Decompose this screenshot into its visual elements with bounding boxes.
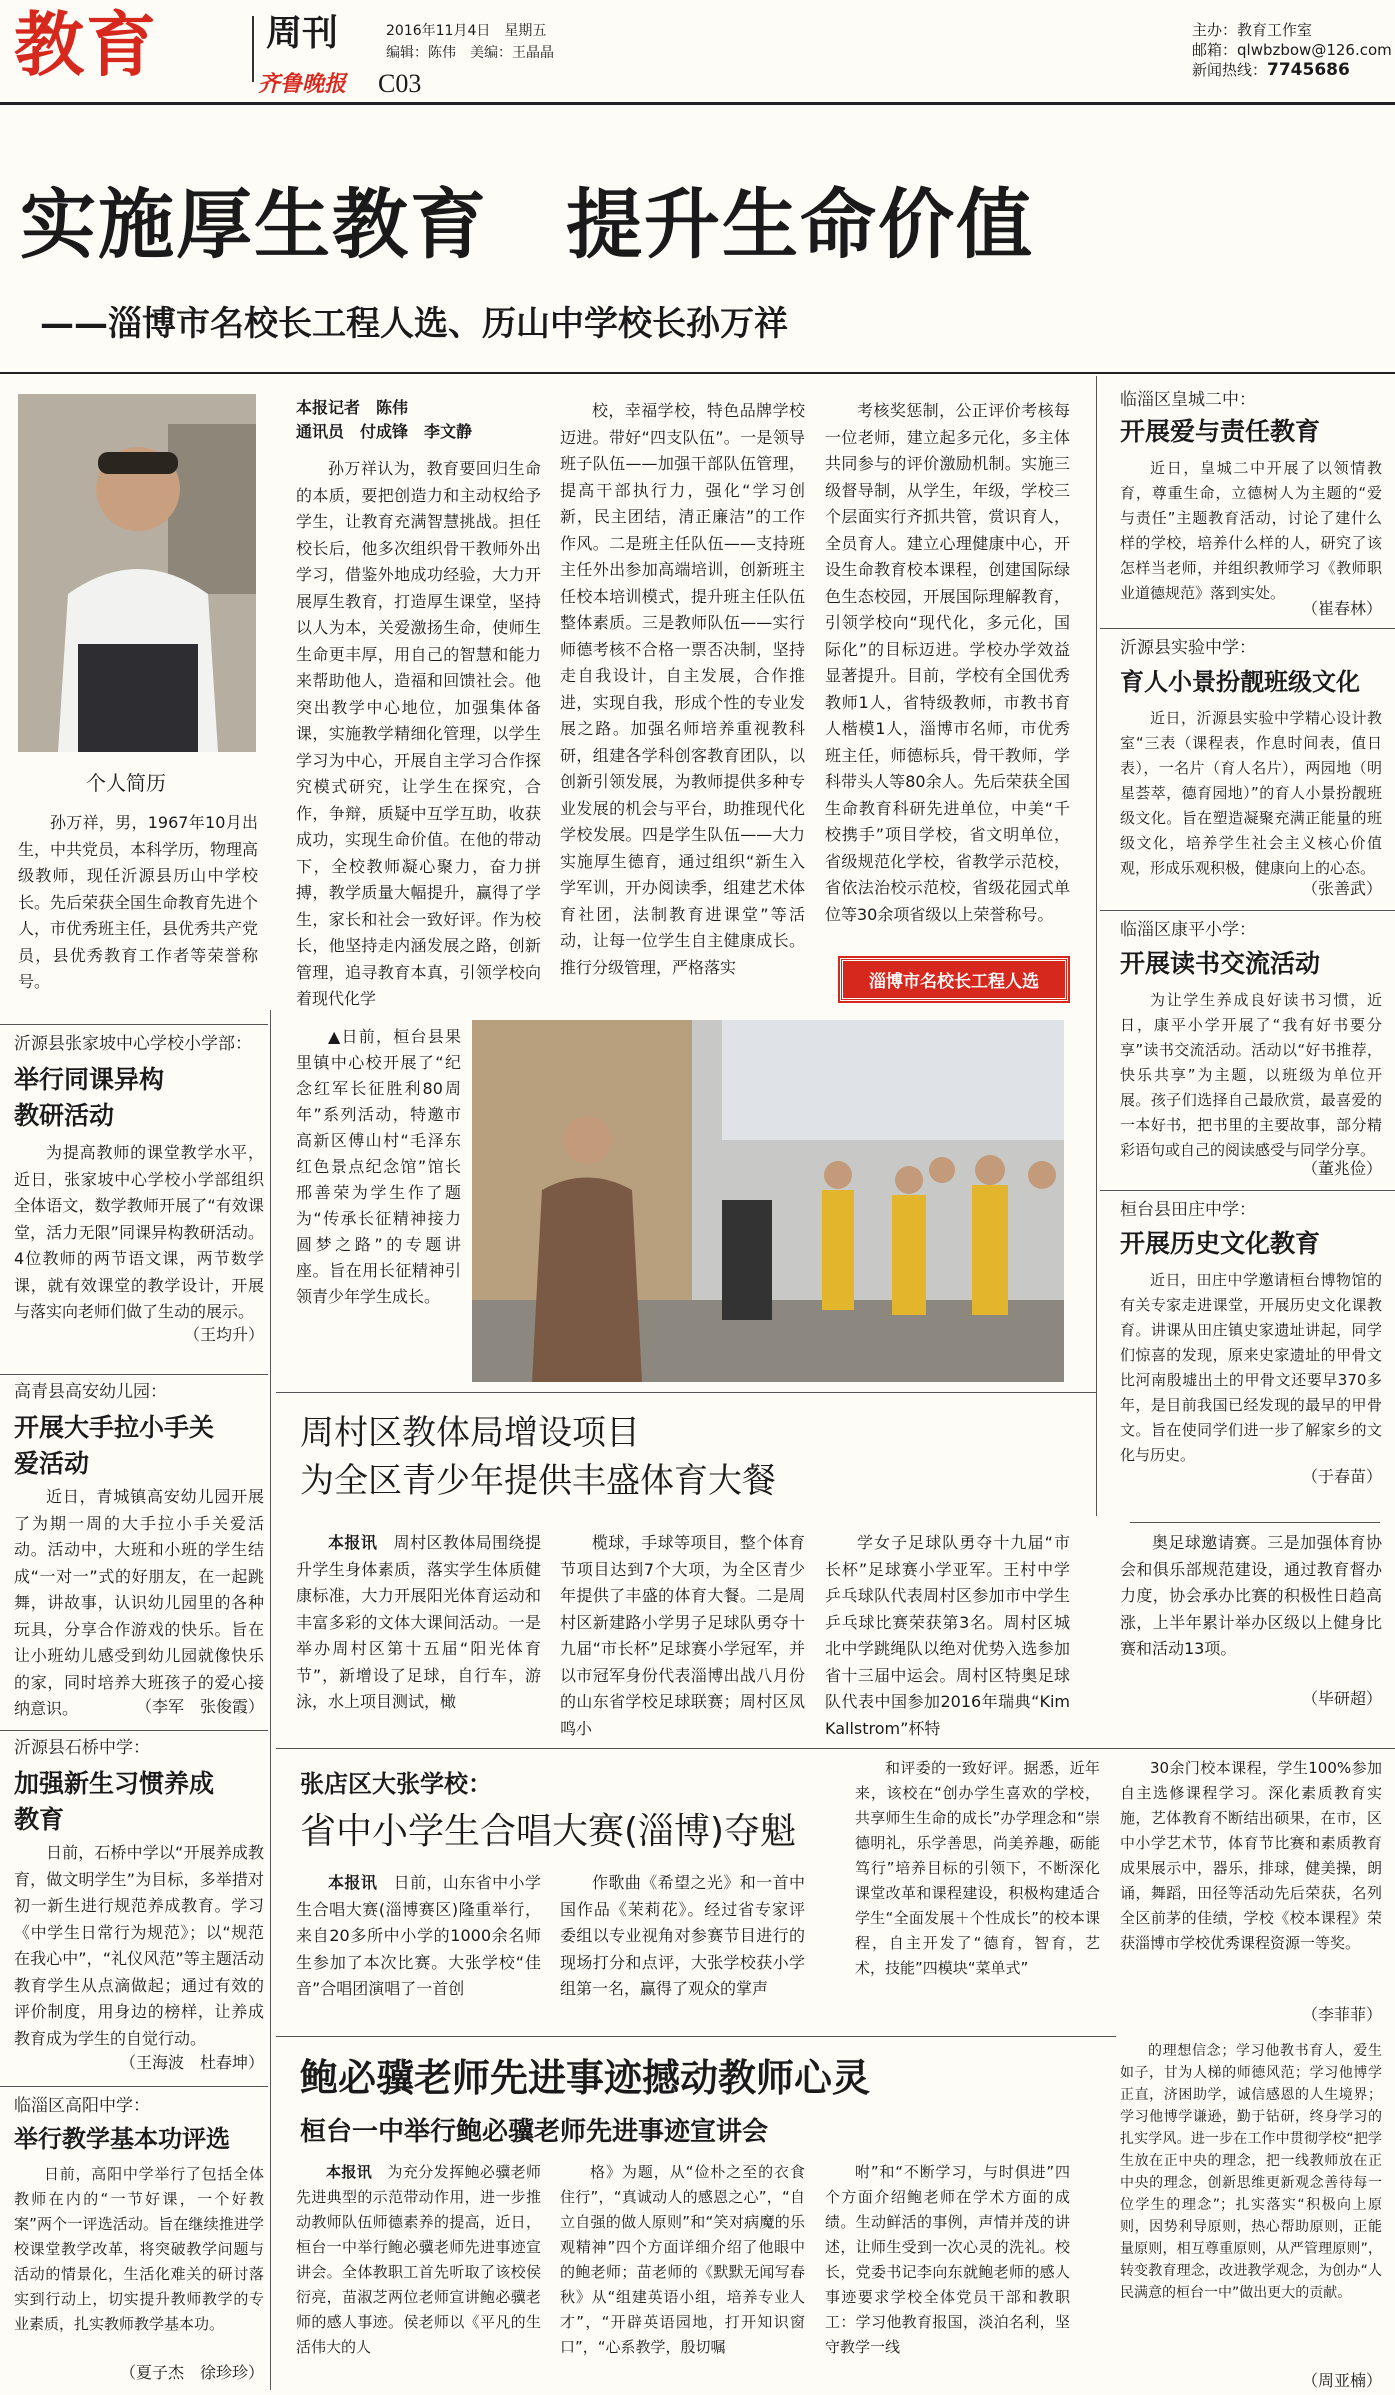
hotline-line (1192, 60, 1350, 80)
story3-col-1 (296, 1870, 541, 2003)
story2-col-2: 榄球，手球等项目，整个体育节项目达到7个大项，为全区青少年提供了丰盛的体育大餐。二是周村区新建路小学男子足球队勇夺十九届“市长杯”足球赛小学冠军，并以市冠军身份代表淄博出战八月份的山东省学校足球联赛；周村区凤鸣小 (560, 1533, 805, 1738)
right-item-3-byline: （董兆俭） (1301, 1159, 1382, 1178)
lead-rule (0, 372, 1395, 374)
right-item-1-header: 临淄区皇城二中： (1120, 390, 1256, 410)
left-item-1-header: 沂源县张家坡中心学校小学部： (14, 1034, 252, 1054)
story2-byline: （毕研超） (1301, 1689, 1382, 1708)
story3-byline: （李菲菲） (1301, 2005, 1382, 2024)
left-item-1-byline: （王均升） (183, 1325, 264, 1344)
lead-byline-correspondent: 通讯员 付成锋 李文静 (296, 422, 473, 441)
bio-text: 孙万祥，男，1967年10月出生，中共党员，本科学历，物理高级教师，现任沂源县历山中学校长。先后荣获全国生命教育先进个人，市优秀班主任，县优秀共产党员，县优秀教育工作者等荣誉称号。 (18, 813, 259, 991)
left-item-2-body: 近日，青城镇高安幼儿园开展了为期一周的大手拉小手关爱活动。活动中，大班和小班的学生结成“一对一”式的好朋友，在一起跳舞，讲故事，认识幼儿园里的各种玩具，分享合作游戏的快乐。旨在让小班幼儿感受到幼儿园就像快乐的家，同时培养大班孩子的爱心接纳意识。 (14, 1487, 264, 1718)
story2-lead: 本报讯 (328, 1533, 378, 1552)
right-item-4-body: 近日，田庄中学邀请桓台博物馆的有关专家走进课堂，开展历史文化课教育。讲课从田庄镇史家遗址讲起，同学们惊喜的发现，原来史家遗址的甲骨文比河南殷墟出土的甲骨文还要早370多年，是目前我国已经发现的最早的甲骨文。旨在使同学们进一步了解家乡的文化与历史。 (1120, 1271, 1382, 1464)
masthead-divider (252, 16, 254, 82)
story3-rule (276, 1748, 1395, 1749)
lead-col-3: 考核奖惩制，公正评价考核每一位老师，建立起多元化，多主体共同参与的评价激励机制。实施三级督导制，从学生，年级，学校三个层面实行齐抓共管，赏识育人，全员育人。建立心理健康中心，开设生命教育校本课程，创建国际绿色生态校园，开展国际理解教育，引领学校向“现代化，多元化，国际化”的目标迈进。学校办学效益显著提升。目前，学校有全国优秀教师1人，省特级教师，市教书育人楷模1人，淄博市名师，市优秀班主任，师德标兵，骨干教师，学科带头人等80余人。先后荣获全国生命教育科研先进单位，中美“千校携手”项目学校，省文明单位，省级规范化学校，省教学示范校，省依法治校示范校，省级花园式单位等30余项省级以上荣誉称号。 (825, 401, 1070, 924)
lead-headline: 实施厚生教育 提升生命价值 (20, 180, 1034, 269)
left-item-4-header: 临淄区高阳中学： (14, 2096, 150, 2116)
story4-byline: （周亚楠） (1301, 2371, 1382, 2390)
right-item-1-byline: （崔春林） (1301, 599, 1382, 618)
left-sidebar-divider (270, 1010, 271, 2390)
right-item-4-title: 开展历史文化教育 (1120, 1229, 1321, 1258)
masthead-rule (0, 102, 1395, 105)
right-sidebar-divider (1096, 376, 1097, 1516)
right-item-2-byline: （张善武） (1301, 879, 1382, 898)
story4-lead: 本报讯 (326, 2163, 373, 2181)
story4-title: 鲍必骥老师先进事迹撼动教师心灵 (300, 2056, 871, 2100)
right-item-1-body: 近日，皇城二中开展了以领情教育，尊重生命，立德树人为主题的“爱与责任”主题教育活动，讨论了建什么样的学校，培养什么样的人，研究了该怎样当老师，并组织教师学习《教师职业道德规范》落到实处。 (1120, 459, 1382, 602)
lead-tag: 淄博市名校长工程人选 (840, 958, 1068, 1001)
left-item-4-title: 举行教学基本功评选 (14, 2125, 230, 2153)
right-item-3-rule (1100, 910, 1395, 911)
story3-lead: 本报讯 (328, 1873, 378, 1892)
story3-kicker: 张店区大张学校： (300, 1770, 492, 1798)
right-item-3-title: 开展读书交流活动 (1120, 949, 1321, 978)
issue-date: 2016年11月4日 星期五 (386, 23, 547, 39)
lead-col-1: 孙万祥认为，教育要回归生命的本质，要把创造力和主动权给予学生，让教育充满智慧挑战。担任校长后，他多次组织骨干教师外出学习，借鉴外地成功经验，大力开展厚生教育，打造厚生课堂，坚持以人为本，关爱激扬生命，使师生生命更丰厚，用自己的智慧和能力来帮助他人，造福和回馈社会。他突出教学中心地位，加强集体备课，实施教学精细化管理，以学生学习为中心，开展自主学习合作探究模式研究，让学生在探究，合作，争辩，质疑中互学互助，收获成功，实现生命价值。在他的带动下，全校教师凝心聚力，奋力拼搏，教学质量大幅提升，赢得了学生，家长和社会一致好评。作为校长，他坚持走内涵发展之路，创新管理，追寻教育本真，引领学校向着现代化学 (296, 459, 541, 1008)
right-item-1-title: 开展爱与责任教育 (1120, 417, 1321, 446)
left-item-1-body: 为提高教师的课堂教学水平，近日，张家坡中心学校小学部组织全体语文，数学教师开展了“有效课堂，活力无限”同课异构教研活动。4位教师的两节语文课，两节数学课，就有效课堂的教学设计，开展与落实向老师们做了生动的展示。 (14, 1143, 264, 1321)
left-item-2-header: 高青县高安幼儿园： (14, 1382, 167, 1402)
lead-subhead: ——淄博市名校长工程人选、历山中学校长孙万祥 (40, 304, 788, 344)
story2-col-3: 学女子足球队勇夺十九届“市长杯”足球赛小学亚军。王村中学乒乓球队代表周村区参加市中学生乒乓球比赛荣获第3名。周村区城北中学跳绳队以绝对优势入选参加省十三届中运会。周村区特奥足球队代表中国参加2016年瑞典“Kim Kallstrom”杯特 (825, 1533, 1070, 1738)
paper-logo: 齐鲁晚报 (258, 72, 347, 97)
story4-col-4: 的理想信念；学习他教书育人，爱生如子，甘为人梯的师德风范；学习他博学正直，济困助学，诚信感恩的人生境界；学习他博学谦逊，勤于钻研，终身学习的扎实学风。进一步在工作中贯彻学校“把学生放在正中央的理念，把一线教师放在正中央的理念，创新思维更新观念善待每一位学生的理念”；扎实落实“积极向上原则，因势利导原则，热心帮助原则，正能量原则，相互尊重原则，从严管理原则”，转变教育理念，改进教学观念，为创办“人民满意的桓台一中”做出更大的贡献。 (1120, 2043, 1382, 2301)
hotline-label: 新闻热线： (1192, 61, 1268, 79)
event-photo-image (472, 1020, 1064, 1382)
left-item-3-body: 日前，石桥中学以“开展养成教育，做文明学生”为目标，多举措对初一新生进行规范养成教育。学习《中学生日常行为规范》；以“规范在我心中”，“礼仪风范”等主题活动教育学生从点滴做起；通过有效的评价制度，用身边的榜样，让养成教育成为学生的自觉行动。 (14, 1843, 264, 2048)
story3-col-2: 作歌曲《希望之光》和一首中国作品《茉莉花》。经过省专家评委组以专业视角对参赛节目进行的现场打分和点评，大张学校获小学组第一名，赢得了观众的掌声 (560, 1873, 805, 1998)
story4-subtitle: 桓台一中举行鲍必骥老师先进事迹宣讲会 (300, 2117, 769, 2147)
story4-col-2: 格》为题，从“俭朴之至的衣食住行”，“真诚动人的感恩之心”，“自立自强的做人原则”和“笑对病魔的乐观精神”四个方面详细介绍了他眼中的鲍老师；苗老师的《默默无闻写春秋》从“组建英语小组，培养专业人才”，“开辟英语园地，打开知识窗口”，“心系教学，殷切嘱 (560, 2163, 805, 2356)
right-item-4-rule (1100, 1190, 1395, 1191)
portrait-image (18, 394, 256, 752)
story3-col-4: 30余门校本课程，学生100%参加自主选修课程学习。深化素质教育实施，艺体教育不断结出硕果，在市，区中小学艺术节，体育节比赛和素质教育成果展示中，器乐，排球，健美操，朗诵，舞蹈，田径等活动先后荣获，名列全区前茅的佳绩，学校《校本课程》荣获淄博市学校优秀课程资源一等奖。 (1120, 1759, 1382, 1952)
right-item-4-header: 桓台县田庄中学： (1120, 1200, 1256, 1220)
section-title: 教育 (14, 4, 158, 86)
left-item-4-byline: （夏子杰 徐珍珍） (119, 2363, 264, 2382)
story3-title: 省中小学生合唱大赛(淄博)夺魁 (300, 1811, 797, 1852)
page-number: C03 (378, 69, 422, 98)
story2-col-1 (296, 1530, 541, 1716)
left-item-2-byline: （李军 张俊霞） (135, 1697, 264, 1716)
event-photo (472, 1020, 1064, 1382)
photo-caption: ▲日前，桓台县果里镇中心校开展了“纪念红军长征胜利80周年”系列活动，特邀市高新区傅山村“毛泽东红色景点纪念馆”馆长邢善荣为学生作了题为“传承长征精神接力圆梦之路”的专题讲座。旨在用长征精神引领青少年学生成长。 (296, 1027, 461, 1306)
editors-line: 编辑：陈伟 美编：王晶晶 (386, 45, 554, 61)
story2-col4-rule (1130, 1522, 1380, 1523)
left-item-3-rule (0, 1730, 268, 1731)
host-line: 主办：教育工作室 (1192, 21, 1313, 39)
story2-title-1: 周村区教体局增设项目 (300, 1413, 640, 1453)
right-item-3-body: 为让学生养成良好读书习惯，近日，康平小学开展了“我有好书要分享”读书交流活动。活动以“好书推荐，快乐共享”为主题，以班级为单位开展。孩子们选择自己最欣赏，最喜爱的一本好书，把书里的主要故事，部分精彩语句或自己的阅读感受与同学分享。 (1120, 991, 1382, 1159)
email-line: 邮箱：qlwbzbow@126.com (1192, 41, 1392, 59)
right-item-2-header: 沂源县实验中学： (1120, 638, 1256, 658)
left-item-4-rule (0, 2086, 268, 2087)
bio-title: 个人简历 (86, 771, 166, 795)
story4-col-1 (296, 2160, 541, 2360)
left-item-4-body: 日前，高阳中学举行了包括全体教师在内的“一节好课，一个好教案”两个一评选活动。旨在继续推进学校课堂教学改革，将突破教学问题与活动的情景化，生活化难关的研讨落实到行动上，切实提升教师教学的专业素质，扎实教师教学基本功。 (14, 2165, 264, 2333)
right-item-2-title: 育人小景扮靓班级文化 (1120, 668, 1360, 696)
right-item-4-byline: （于春苗） (1301, 1467, 1382, 1486)
story4-rule (276, 2036, 1116, 2037)
right-item-2-rule (1100, 628, 1395, 629)
left-item-3-byline: （王海波 杜春坤） (119, 2053, 264, 2072)
left-item-3-title: 加强新生习惯养成教育 (14, 1769, 215, 1834)
lead-byline-reporter: 本报记者 陈伟 (296, 398, 409, 417)
left-item-1-rule (0, 1024, 268, 1025)
left-item-3-header: 沂源县石桥中学： (14, 1738, 150, 1758)
left-item-2-title: 开展大手拉小手关爱活动 (14, 1413, 215, 1478)
story2-col-4: 奥足球邀请赛。三是加强体育协会和俱乐部规范建设，通过教育督办力度，协会承办比赛的积极性日趋高涨，上半年累计举办区级以上健身比赛和活动13项。 (1120, 1533, 1382, 1658)
left-item-1-title: 举行同课异构教研活动 (14, 1065, 165, 1130)
hotline-number: 7745686 (1267, 60, 1350, 80)
story2-rule (276, 1392, 1096, 1393)
story2-title-2: 为全区青少年提供丰盛体育大餐 (300, 1461, 776, 1501)
weekly-label: 周刊 (266, 13, 339, 54)
story2-col-1-text: 周村区教体局围绕提升学生身体素质，落实学生体质健康标准，大力开展阳光体育运动和丰富多彩的文体大课间活动。一是举办周村区第十五届“阳光体育节”，新增设了足球，自行车，游泳，水上项目测试，橄 (296, 1533, 541, 1711)
lead-col-2: 校，幸福学校，特色品牌学校迈进。带好“四支队伍”。一是领导班子队伍——加强干部队伍管理，提高干部执行力，强化“学习创新，民主团结，清正廉洁”的工作作风。二是班主任队伍——支持班主任外出参加高端培训，创新班主任校本培训模式，提升班主任队伍整体素质。三是教师队伍——实行师德考核不合格一票否决制，坚持走自我设计，自主发展，合作推进，实现自我，形成个性的专业发展之路。加强名师培养重视教科研，组建各学科创客教育团队，以创新引领发展，为教师提供多种专业发展的机会与平台，助推现代化学校发展。四是学生队伍——大力实施厚生德育，通过组织“新生入学军训，开办阅读季，组建艺术体育社团，法制教育进课堂”等活动，让每一位学生自主健康成长。推行分级管理，严格落实 (560, 401, 805, 977)
story3-col-3: 和评委的一致好评。据悉，近年来，该校在“创办学生喜欢的学校，共享师生生命的成长”办学理念和“崇德明礼，乐学善思，尚美养趣，砺能笃行”培养目标的引领下，不断深化课堂改革和课程建设，积极构建适合学生“全面发展＋个性成长”的校本课程，自主开发了“德育，智育，艺术，技能”四模块“菜单式” (855, 1759, 1100, 1977)
principal-portrait (18, 394, 256, 752)
left-item-2-rule (0, 1374, 268, 1375)
story3-col-1-text: 日前，山东省中小学生合唱大赛(淄博赛区)隆重举行，来自20多所中小学的1000余名师生参加了本次比赛。大张学校“佳音”合唱团演唱了一首创 (296, 1873, 541, 1998)
right-item-3-header: 临淄区康平小学： (1120, 920, 1256, 940)
story4-col-1-text: 为充分发挥鲍必骥老师先进典型的示范带动作用，进一步推动教师队伍师德素养的提高，近日，桓台一中举行鲍必骥老师先进事迹宣讲会。全体教职工首先听取了该校侯衍亮，苗淑芝两位老师宣讲鲍必骥老师的感人事迹。侯老师以《平凡的生活伟大的人 (296, 2163, 541, 2356)
right-item-2-body: 近日，沂源县实验中学精心设计教室“三表（课程表，作息时间表，值日表），一名片（育人名片），两园地（明星荟萃，德育园地）”的育人小景扮靓班级文化。旨在塑造凝聚充满正能量的班级文化，培养学生社会主义核心价值观，形成乐观积极，健康向上的心态。 (1120, 709, 1382, 877)
story4-col-3: 咐”和“不断学习，与时俱进”四个方面介绍鲍老师在学术方面的成绩。生动鲜活的事例，声情并茂的讲述，让师生受到一次心灵的洗礼。校长，党委书记李向东就鲍老师的感人事迹要求学校全体党员干部和教职工：学习他教育报国，淡泊名利，坚守教学一线 (825, 2163, 1070, 2356)
